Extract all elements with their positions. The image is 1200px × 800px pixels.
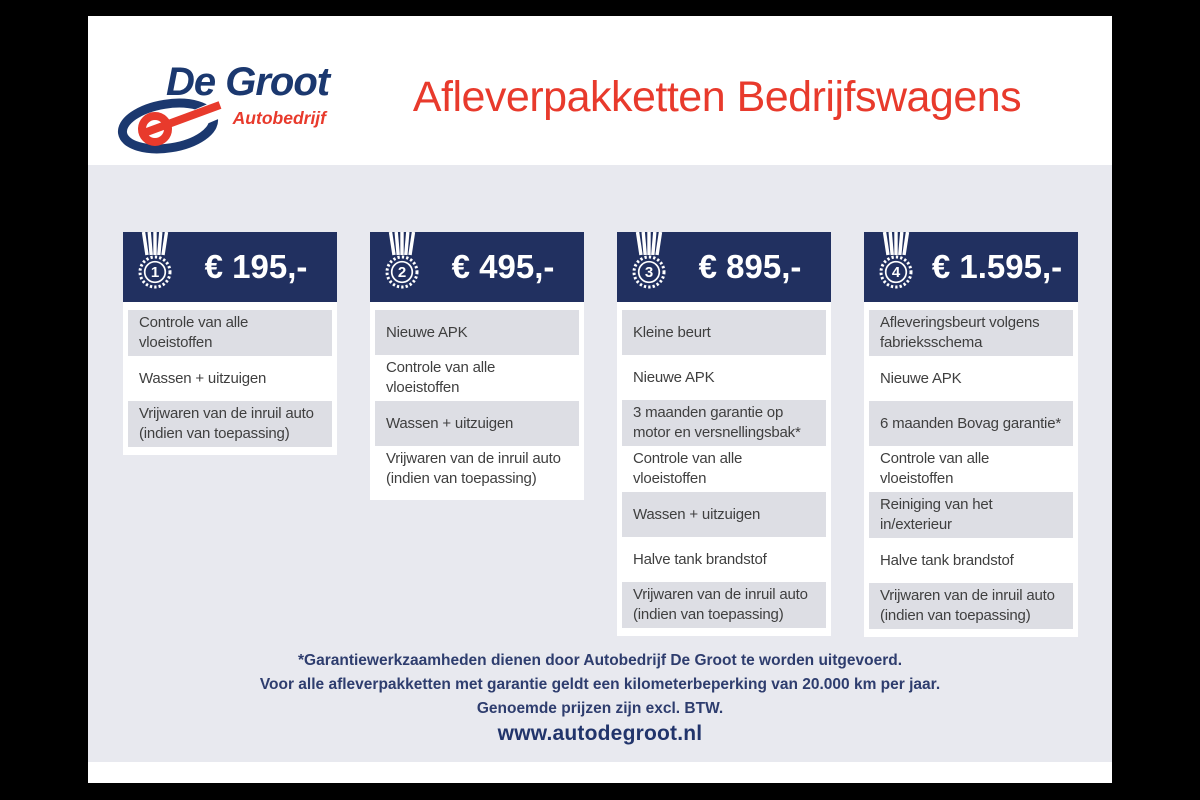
- package-item: 3 maanden garantie op motor en versnellingsbak*: [622, 400, 826, 446]
- package-price-header: [123, 232, 337, 302]
- package-price-header: [370, 232, 584, 302]
- package-card-2: [370, 232, 584, 500]
- website-url: www.autodegroot.nl: [497, 722, 703, 745]
- packages-board: [88, 165, 1112, 762]
- package-item: Nieuwe APK: [633, 368, 715, 386]
- svg-text:4: 4: [891, 264, 901, 281]
- medal-2-icon: [382, 232, 422, 294]
- flyer-header: [88, 16, 1112, 165]
- logo-name: De Groot: [166, 60, 330, 104]
- package-item: Reiniging van het in/exterieur: [869, 492, 1073, 538]
- package-price: € 1.595,-: [931, 248, 1063, 285]
- medal-1-icon: [135, 232, 175, 294]
- page-title: Afleverpakketten Bedrijfswagens: [412, 73, 1022, 121]
- package-item: Controle van alle vloeistoffen: [128, 310, 332, 356]
- package-item: Wassen + uitzuigen: [375, 401, 579, 446]
- package-items: [370, 302, 584, 500]
- package-item: Wassen + uitzuigen: [622, 492, 826, 537]
- svg-text:3: 3: [644, 264, 654, 281]
- package-price: € 195,-: [204, 248, 308, 285]
- package-item: Vrijwaren van de inruil auto (indien van toepassing): [869, 583, 1073, 629]
- footnote-line: Genoemde prijzen zijn excl. BTW.: [476, 700, 724, 717]
- package-item: Controle van alle vloeistoffen: [386, 359, 496, 396]
- package-item: Halve tank brandstof: [633, 550, 767, 568]
- footnote-line: *Garantiewerkzaamheden dienen door Autobedrijf De Groot te worden uitgevoerd.: [297, 652, 902, 669]
- package-price: € 895,-: [698, 248, 802, 285]
- package-card-3: [617, 232, 831, 636]
- flyer-page: [88, 16, 1112, 783]
- package-price-header: [617, 232, 831, 302]
- package-card-4: [864, 232, 1078, 637]
- package-item: Vrijwaren van de inruil auto (indien van toepassing): [622, 582, 826, 628]
- medal-4-icon: [876, 232, 916, 294]
- package-item: Vrijwaren van de inruil auto (indien van toepassing): [128, 401, 332, 447]
- package-item: Halve tank brandstof: [880, 551, 1014, 569]
- package-price-header: [864, 232, 1078, 302]
- package-item: Nieuwe APK: [880, 369, 962, 387]
- package-item: Afleveringsbeurt volgens fabrieksschema: [869, 310, 1073, 356]
- package-item: Nieuwe APK: [375, 310, 579, 355]
- package-item: Kleine beurt: [622, 310, 826, 355]
- package-item: Vrijwaren van de inruil auto (indien van toepassing): [386, 450, 561, 487]
- svg-text:2: 2: [397, 264, 407, 281]
- package-price: € 495,-: [451, 248, 555, 285]
- package-item: Wassen + uitzuigen: [139, 369, 267, 387]
- package-item: Controle van alle vloeistoffen: [633, 450, 743, 487]
- package-item: 6 maanden Bovag garantie*: [869, 401, 1073, 446]
- footnotes: [88, 649, 1112, 721]
- logo-swoosh-icon: [108, 96, 238, 158]
- package-items: [123, 302, 337, 455]
- package-cards: [123, 232, 1078, 637]
- svg-text:1: 1: [150, 264, 160, 281]
- logo-subtitle: Autobedrijf: [232, 108, 326, 128]
- footnote-line: Voor alle afleverpakketten met garantie geldt een kilometerbeperking van 20.000 km per jaar.: [259, 676, 941, 693]
- package-items: [864, 302, 1078, 637]
- package-card-1: [123, 232, 337, 455]
- package-items: [617, 302, 831, 636]
- de-groot-logo: [108, 56, 370, 160]
- medal-3-icon: [629, 232, 669, 294]
- package-item: Controle van alle vloeistoffen: [880, 450, 990, 487]
